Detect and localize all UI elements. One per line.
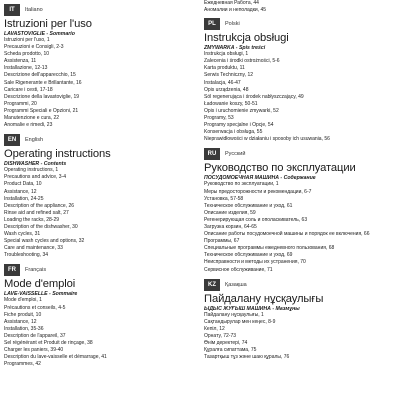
language-header: [4, 3, 192, 17]
toc-item: Programmes, 42: [4, 361, 41, 368]
toc-item: Кепіл, 12: [204, 325, 225, 332]
section-title: Operating instructions: [4, 148, 111, 161]
toc-item: Opis urządzenia, 48: [204, 86, 249, 93]
section-subtitle: ПОСУДОМОЕЧНАЯ МАШИНА - Содержание: [204, 175, 316, 182]
toc-item: Descrizione dell'apparecchio, 15: [4, 72, 76, 79]
toc-list: [4, 297, 192, 368]
toc-item: Assistance, 12: [4, 318, 37, 325]
toc-item: Konserwacja i obsługa, 55: [204, 129, 263, 136]
toc-item: Пайдалану нұсқаулығы, 1: [204, 311, 264, 318]
toc-list: [4, 167, 192, 259]
toc-item: Руководство по эксплуатации, 1: [204, 181, 279, 188]
toc-item: Troubleshooting, 34: [4, 252, 49, 259]
toc-item: Өнім деректері, 74: [204, 340, 248, 346]
section-subtitle: ZMYWARKA - Spis treści: [204, 45, 266, 52]
language-code-badge: FR: [4, 264, 20, 276]
language-name: English: [25, 137, 44, 144]
toc-list: [204, 312, 392, 362]
section-pl: [204, 17, 392, 143]
toc-item: Description of the dishwasher, 30: [4, 223, 78, 230]
section-subtitle: ЫДЫС ЖУҒЫШ МАШИНА - Мазмұны: [204, 305, 300, 312]
toc-item: Орнату, 72-73: [204, 332, 237, 339]
toc-item: Специальные программы ежедневного пользования, 68: [204, 245, 335, 252]
toc-list: [4, 37, 192, 129]
toc-item: Загрузка корзин, 64-65: [204, 223, 257, 230]
toc-item: Serwis Techniczny, 12: [204, 72, 254, 79]
toc-item: Programmi, 20: [4, 100, 37, 107]
toc-list: [204, 181, 392, 273]
toc-item: Precauzioni e Consigli, 2-3: [4, 44, 64, 51]
toc-item: Меры предосторожности и рекомендации, 6-7: [204, 188, 312, 195]
toc-item: Sól regenerująca i środek nabłyszczający, 49: [204, 93, 304, 100]
toc-item: Installation, 35-36: [4, 325, 44, 332]
section-en: [4, 133, 192, 259]
toc-item: Istruzioni per l'uso, 1: [4, 37, 50, 43]
toc-item: Descrizione della lavastoviglie, 19: [4, 93, 80, 100]
toc-item: Описание изделия, 59: [204, 209, 256, 216]
toc-item: Installation, 24-25: [4, 195, 44, 202]
section-fr: [4, 263, 192, 368]
toc-item: Сервисное обслуживание, 71: [204, 266, 273, 273]
language-code-badge: IT: [4, 4, 20, 16]
toc-item: Rinse aid and refined salt, 27: [4, 209, 69, 216]
toc-item: Caricare i cesti, 17-18: [4, 86, 53, 93]
section-subtitle: DISHWASHER - Contents: [4, 161, 67, 168]
toc-item: Precautions and advice, 3-4: [4, 174, 66, 181]
toc-item: Программы, 67: [204, 238, 240, 245]
toc-item: Sale Rigenerante e Brillantante, 16: [4, 79, 82, 86]
toc-item: Programy specjalne i Opcje, 54: [204, 122, 274, 129]
toc-item: Wash cycles, 31: [4, 231, 41, 238]
section-subtitle: LAVASTOVIGLIE - Sommario: [4, 31, 75, 37]
language-header: [4, 263, 192, 277]
language-name: Français: [25, 267, 47, 274]
toc-item: Karta produktu, 11: [204, 65, 245, 72]
toc-item: Assistance, 12: [4, 188, 37, 195]
toc-item: Scheda prodotto, 10: [4, 51, 50, 58]
toc-item: Техническое обслуживание и уход, 61: [204, 202, 293, 209]
section-title: Mode d'emploi: [4, 278, 76, 291]
language-name: Қазақша: [225, 281, 247, 288]
toc-item: Opis i uruchomienie zmywarki, 52: [204, 107, 279, 114]
toc-item: Programmi Speciali e Opzioni, 21: [4, 107, 79, 114]
toc-item: Құралға сипаттама, 75: [204, 347, 257, 354]
toc-item: Тазартқыш тұз және шаю құралы, 76: [204, 354, 290, 361]
language-header: [204, 278, 392, 292]
toc-item: Loading the racks, 28-29: [4, 216, 60, 223]
language-code-badge: RU: [204, 148, 220, 160]
toc-item: Ładowanie koszy, 50-51: [204, 100, 258, 107]
language-name: Italiano: [25, 7, 43, 13]
toc-item: Сақтандырулар мен кеңес, 8-9: [204, 318, 276, 325]
toc-item: Sel régénérant et Produit de rinçage, 38: [4, 340, 93, 346]
section-title: Instrukcja obsługi: [204, 32, 289, 45]
toc-item: Product Data, 10: [4, 181, 42, 188]
right-column: [204, 0, 392, 400]
toc-item: Аномалии и неполадки, 45: [204, 7, 267, 14]
section-title: Руководство по эксплуатации: [204, 162, 356, 175]
toc-item: Anomalie e rimedi, 23: [4, 122, 53, 129]
toc-item: Mode d'emploi, 1: [4, 297, 42, 304]
toc-list: [204, 51, 392, 143]
toc-item: Описание работы посудомоечной машины и порядок ее включения, 66: [204, 231, 370, 238]
section-kz: [204, 278, 392, 362]
toc-item: Description de l'appareil, 37: [4, 332, 66, 339]
toc-item: Précautions et conseils, 4-5: [4, 304, 66, 311]
toc-item: Неисправности и методы их устранения, 70: [204, 259, 306, 266]
section-title: Пайдалану нұсқаулығы: [204, 292, 324, 305]
toc-item: Zalecenia i środki ostrożności, 5-6: [204, 58, 280, 65]
left-column: [4, 0, 192, 400]
toc-item: Instrukcja obsługi, 1: [204, 51, 249, 58]
language-name: Русский: [225, 151, 246, 158]
toc-item: Ежедневная Работа, 44: [204, 0, 259, 6]
toc-item: Nieprawidłowości w działaniu i sposoby ich usuwania, 56: [204, 136, 330, 143]
toc-item: Assistenza, 11: [4, 58, 37, 65]
language-header: [4, 133, 192, 147]
language-name: Polski: [225, 21, 240, 28]
language-code-badge: PL: [204, 18, 220, 30]
toc-item: Operating instructions, 1: [4, 167, 59, 174]
toc-item: Регенерирующая соль и ополаскиватель, 63: [204, 216, 308, 223]
toc-item: Special wash cycles and options, 32: [4, 238, 85, 245]
toc-item: Description of the appliance, 26: [4, 202, 75, 209]
section-it: [4, 3, 192, 129]
toc-item: Installazione, 12-13: [4, 65, 48, 72]
section-ru: [204, 147, 392, 273]
toc-item: Description du lave-vaisselle et démarrage, 41: [4, 354, 107, 361]
toc-item: Programy, 53: [204, 115, 234, 122]
toc-continuation: [204, 0, 392, 14]
toc-item: Manutenzione e cura, 22: [4, 115, 60, 122]
language-code-badge: EN: [4, 134, 20, 146]
toc-item: Instalacja, 46-47: [204, 79, 241, 86]
language-header: [204, 147, 392, 161]
toc-item: Техническое обслуживание и уход, 69: [204, 252, 293, 259]
section-subtitle: LAVE-VAISSELLE - Sommaire: [4, 291, 78, 298]
toc-item: Charger les paniers, 39-40: [4, 347, 64, 354]
language-code-badge: KZ: [204, 279, 220, 291]
section-title: Istruzioni per l'uso: [4, 18, 92, 30]
toc-item: Установка, 57-58: [204, 195, 244, 202]
toc-item: Care and maintenance, 33: [4, 245, 63, 252]
language-header: [204, 17, 392, 31]
toc-item: Fiche produit, 10: [4, 311, 42, 318]
